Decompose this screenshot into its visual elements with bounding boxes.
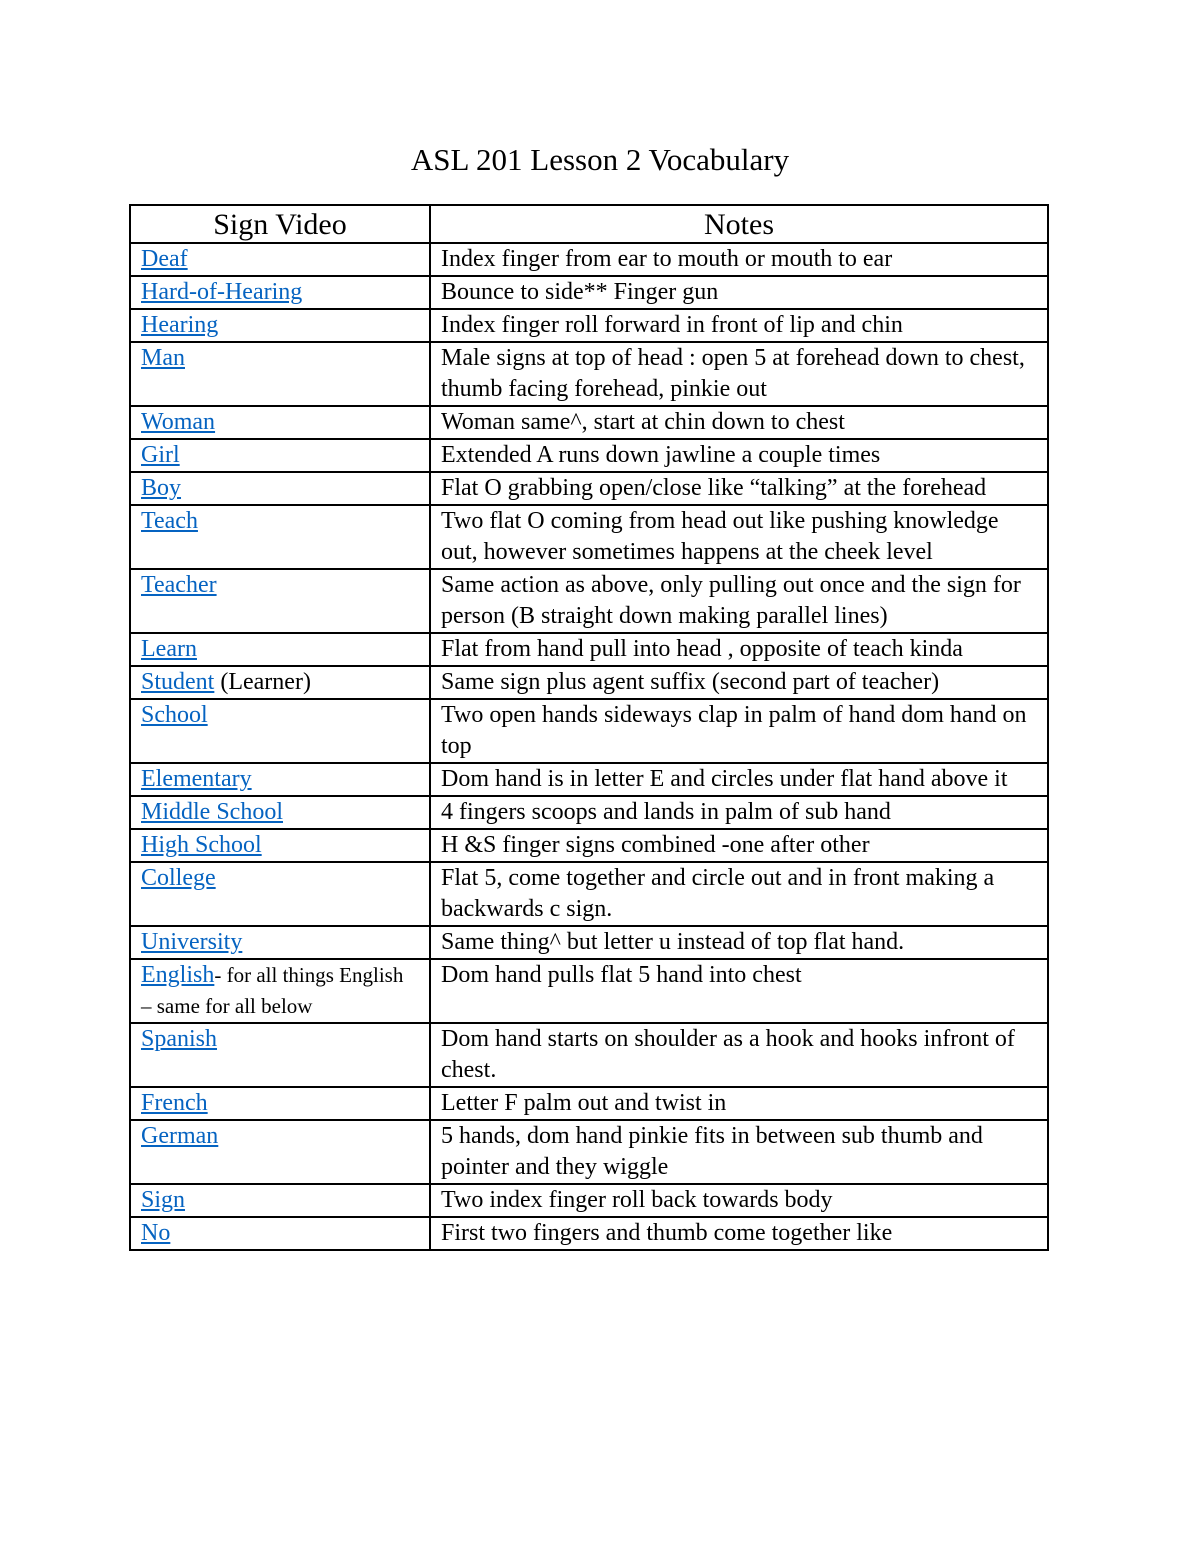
- notes-cell: H &S finger signs combined -one after other: [430, 829, 1048, 862]
- sign-cell: [130, 505, 430, 569]
- table-row: [130, 406, 1048, 439]
- vocabulary-table: [129, 204, 1049, 1251]
- sign-cell: [130, 276, 430, 309]
- table-row: [130, 959, 1048, 1023]
- table-row: [130, 666, 1048, 699]
- notes-cell: Bounce to side** Finger gun: [430, 276, 1048, 309]
- notes-cell: Two open hands sideways clap in palm of hand dom hand on top: [430, 699, 1048, 763]
- table-row: [130, 439, 1048, 472]
- sign-cell: [130, 243, 430, 276]
- notes-cell: Two index finger roll back towards body: [430, 1184, 1048, 1217]
- sign-video-link[interactable]: Deaf: [141, 246, 188, 272]
- table-row: [130, 309, 1048, 342]
- column-header-sign-video: Sign Video: [130, 205, 430, 243]
- sign-suffix: (Learner): [214, 669, 311, 695]
- table-row: [130, 505, 1048, 569]
- sign-video-link[interactable]: University: [141, 929, 243, 955]
- sign-video-link[interactable]: Student: [141, 669, 215, 695]
- notes-cell: First two fingers and thumb come together like: [430, 1217, 1048, 1250]
- column-header-notes: Notes: [430, 205, 1048, 243]
- sign-cell: [130, 1184, 430, 1217]
- sign-cell: [130, 439, 430, 472]
- table-row: [130, 472, 1048, 505]
- notes-cell: Two flat O coming from head out like pushing knowledge out, however sometimes happens at the cheek level: [430, 505, 1048, 569]
- notes-cell: Index finger roll forward in front of lip and chin: [430, 309, 1048, 342]
- table-row: [130, 1217, 1048, 1250]
- notes-cell: Same sign plus agent suffix (second part of teacher): [430, 666, 1048, 699]
- sign-video-link[interactable]: Teacher: [141, 572, 217, 598]
- sign-video-link[interactable]: Spanish: [141, 1026, 218, 1052]
- sign-video-link[interactable]: Man: [141, 345, 185, 371]
- sign-cell: [130, 763, 430, 796]
- sign-cell: [130, 342, 430, 406]
- sign-cell: [130, 309, 430, 342]
- notes-cell: Letter F palm out and twist in: [430, 1087, 1048, 1120]
- sign-video-link[interactable]: English: [141, 962, 215, 988]
- sign-video-link[interactable]: High School: [141, 832, 262, 858]
- notes-cell: Same action as above, only pulling out once and the sign for person (B straight down making parallel lines): [430, 569, 1048, 633]
- sign-cell: [130, 406, 430, 439]
- sign-note: - for all things English – same for all below: [141, 963, 404, 1018]
- notes-cell: 5 hands, dom hand pinkie fits in between sub thumb and pointer and they wiggle: [430, 1120, 1048, 1184]
- table-row: [130, 243, 1048, 276]
- sign-video-link[interactable]: Teach: [141, 508, 198, 534]
- sign-video-link[interactable]: Woman: [141, 409, 216, 435]
- sign-cell: [130, 1217, 430, 1250]
- sign-video-link[interactable]: School: [141, 702, 208, 728]
- sign-cell: [130, 959, 430, 1023]
- table-row: [130, 1087, 1048, 1120]
- sign-video-link[interactable]: Sign: [141, 1187, 186, 1213]
- sign-cell: [130, 1120, 430, 1184]
- sign-cell: [130, 699, 430, 763]
- sign-video-link[interactable]: No: [141, 1220, 171, 1246]
- notes-cell: 4 fingers scoops and lands in palm of sub hand: [430, 796, 1048, 829]
- notes-cell: Dom hand starts on shoulder as a hook and hooks infront of chest.: [430, 1023, 1048, 1087]
- table-row: [130, 342, 1048, 406]
- sign-video-link[interactable]: Learn: [141, 636, 197, 662]
- table-row: [130, 633, 1048, 666]
- notes-cell: Flat from hand pull into head , opposite of teach kinda: [430, 633, 1048, 666]
- table-row: [130, 763, 1048, 796]
- sign-cell: [130, 569, 430, 633]
- table-row: [130, 699, 1048, 763]
- sign-video-link[interactable]: Elementary: [141, 766, 252, 792]
- sign-video-link[interactable]: French: [141, 1090, 208, 1116]
- notes-cell: Male signs at top of head : open 5 at forehead down to chest, thumb facing forehead, pinkie out: [430, 342, 1048, 406]
- sign-cell: [130, 796, 430, 829]
- sign-cell: [130, 862, 430, 926]
- table-row: [130, 1120, 1048, 1184]
- page-title: ASL 201 Lesson 2 Vocabulary: [410, 142, 790, 177]
- table-row: [130, 569, 1048, 633]
- notes-cell: Dom hand pulls flat 5 hand into chest: [430, 959, 1048, 1023]
- sign-video-link[interactable]: Middle School: [141, 799, 283, 825]
- sign-cell: [130, 1023, 430, 1087]
- notes-cell: Dom hand is in letter E and circles under flat hand above it: [430, 763, 1048, 796]
- sign-video-link[interactable]: Boy: [141, 475, 182, 501]
- notes-cell: Index finger from ear to mouth or mouth to ear: [430, 243, 1048, 276]
- sign-video-link[interactable]: Hearing: [141, 312, 219, 338]
- notes-cell: Same thing^ but letter u instead of top flat hand.: [430, 926, 1048, 959]
- table-row: [130, 926, 1048, 959]
- table-row: [130, 276, 1048, 309]
- sign-cell: [130, 633, 430, 666]
- sign-cell: [130, 472, 430, 505]
- table-row: [130, 796, 1048, 829]
- sign-cell: [130, 829, 430, 862]
- notes-cell: Woman same^, start at chin down to chest: [430, 406, 1048, 439]
- table-row: [130, 829, 1048, 862]
- sign-cell: [130, 666, 430, 699]
- sign-video-link[interactable]: Girl: [141, 442, 180, 468]
- sign-video-link[interactable]: Hard-of-Hearing: [141, 279, 303, 305]
- table-row: [130, 1023, 1048, 1087]
- table-header-row: [130, 205, 1048, 243]
- sign-video-link[interactable]: College: [141, 865, 216, 891]
- notes-cell: Flat O grabbing open/close like “talking” at the forehead: [430, 472, 1048, 505]
- sign-cell: [130, 1087, 430, 1120]
- notes-cell: Extended A runs down jawline a couple times: [430, 439, 1048, 472]
- table-row: [130, 1184, 1048, 1217]
- sign-cell: [130, 926, 430, 959]
- sign-video-link[interactable]: German: [141, 1123, 219, 1149]
- notes-cell: Flat 5, come together and circle out and in front making a backwards c sign.: [430, 862, 1048, 926]
- table-row: [130, 862, 1048, 926]
